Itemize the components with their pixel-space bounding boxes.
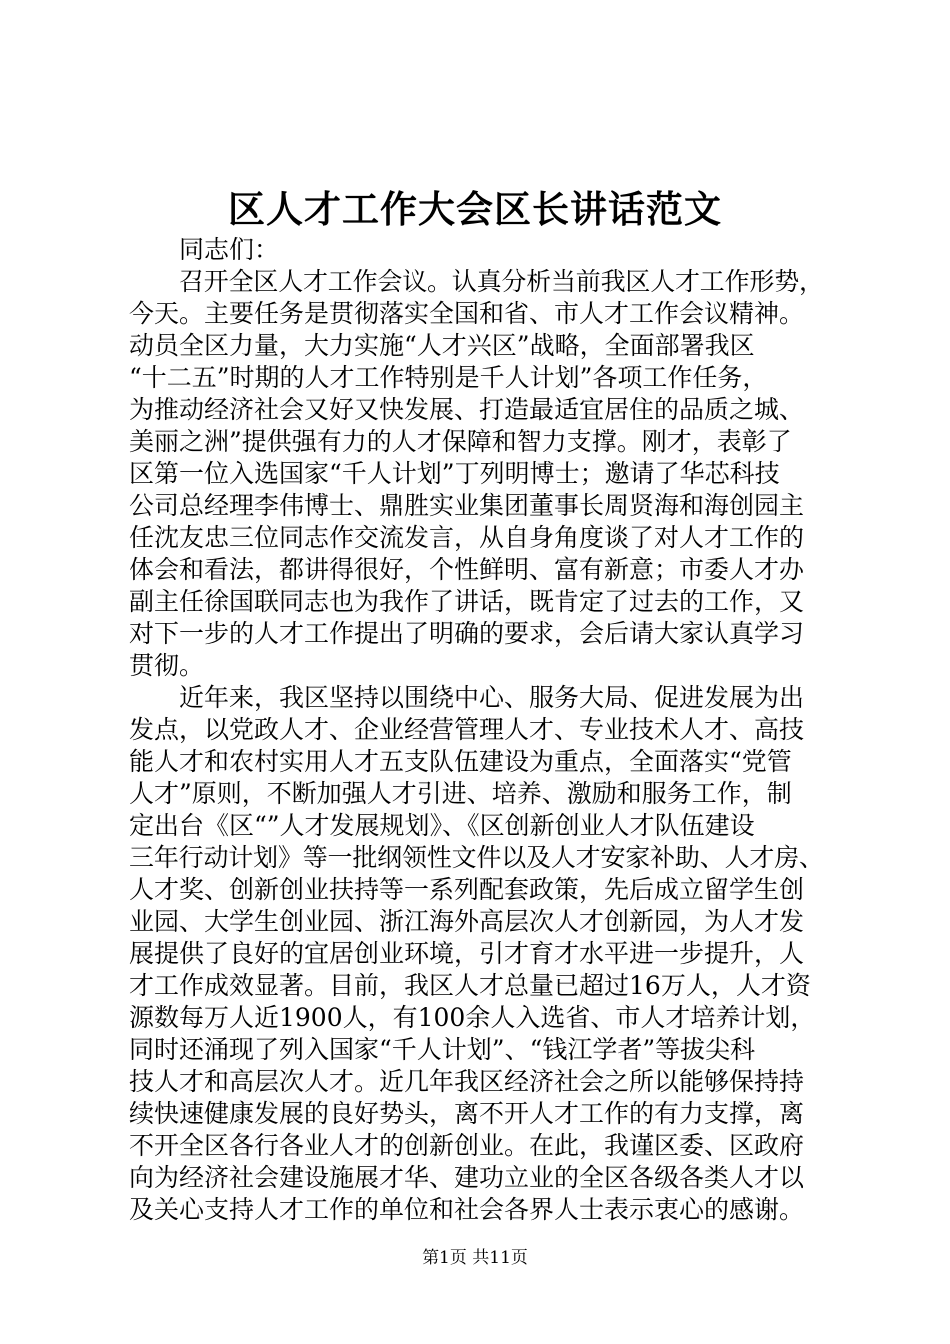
paragraph-line: 同时还涌现了列入国家“千人计划”、“钱江学者”等拔尖科: [129, 1035, 756, 1064]
paragraph-line: 近年来，我区坚持以围绕中心、服务大局、促进发展为出: [179, 683, 805, 712]
paragraph-line: 人才”原则，不断加强人才引进、培养、激励和服务工作，制: [129, 779, 792, 808]
paragraph-line: 副主任徐国联同志也为我作了讲话，既肯定了过去的工作，又: [129, 587, 805, 616]
paragraph-line: 展提供了良好的宜居创业环境，引才育才水平进一步提升，人: [129, 939, 805, 968]
document-title: 区人才工作大会区长讲话范文: [228, 187, 722, 231]
paragraph-line: 公司总经理李伟博士、鼎胜实业集团董事长周贤海和海创园主: [129, 491, 805, 520]
paragraph-line: 发点，以党政人才、企业经营管理人才、专业技术人才、高技: [129, 715, 805, 744]
paragraph-line: 能人才和农村实用人才五支队伍建设为重点，全面落实“党管: [129, 747, 792, 776]
salutation-line: 同志们：: [179, 235, 280, 264]
paragraph-line: 今天。主要任务是贯彻落实全国和省、市人才工作会议精神。: [129, 299, 805, 328]
paragraph-line: 技人才和高层次人才。近几年我区经济社会之所以能够保持持: [129, 1067, 805, 1096]
paragraph-line: 贯彻。: [129, 651, 205, 680]
paragraph-line: 体会和看法，都讲得很好，个性鲜明、富有新意；市委人才办: [129, 555, 805, 584]
paragraph-line: 对下一步的人才工作提出了明确的要求，会后请大家认真学习: [129, 619, 805, 648]
page-number-footer: 第1页 共11页: [422, 1248, 528, 1268]
paragraph-line: 区第一位入选国家“千人计划”丁列明博士；邀请了华芯科技: [129, 459, 780, 488]
paragraph-line: 业园、大学生创业园、浙江海外高层次人才创新园，为人才发: [129, 907, 805, 936]
paragraph-line: 动员全区力量，大力实施“人才兴区”战略，全面部署我区: [129, 331, 755, 360]
document-body: [129, 234, 824, 1226]
paragraph-line: 召开全区人才工作会议。认真分析当前我区人才工作形势，: [179, 267, 824, 296]
paragraph-line: 美丽之洲”提供强有力的人才保障和智力支撑。刚才，表彰了: [129, 427, 792, 456]
paragraph-line: “十二五”时期的人才工作特别是千人计划”各项工作任务，: [129, 363, 768, 392]
paragraph-line: 及关心支持人才工作的单位和社会各界人士表示衷心的感谢。: [129, 1195, 805, 1224]
paragraph-line: 向为经济社会建设施展才华、建功立业的全区各级各类人才以: [129, 1163, 805, 1192]
paragraph-line: 人才奖、创新创业扶持等一系列配套政策，先后成立留学生创: [129, 875, 805, 904]
paragraph-line: 定出台《区“”人才发展规划》、《区创新创业人才队伍建设: [129, 811, 755, 840]
paragraph-line: 续快速健康发展的良好势头，离不开人才工作的有力支撑，离: [129, 1099, 805, 1128]
paragraph-line: 为推动经济社会又好又快发展、打造最适宜居住的品质之城、: [129, 395, 805, 424]
paragraph-line: 才工作成效显著。目前，我区人才总量已超过16万人，人才资: [129, 971, 811, 1000]
paragraph-line: 源数每万人近1900人，有100余人入选省、市人才培养计划，: [129, 1003, 816, 1032]
paragraph-line: 任沈友忠三位同志作交流发言，从自身角度谈了对人才工作的: [129, 523, 805, 552]
paragraph-line: 三年行动计划》等一批纲领性文件以及人才安家补助、人才房、: [129, 843, 824, 872]
paragraph-line: 不开全区各行各业人才的创新创业。在此，我谨区委、区政府: [129, 1131, 805, 1160]
